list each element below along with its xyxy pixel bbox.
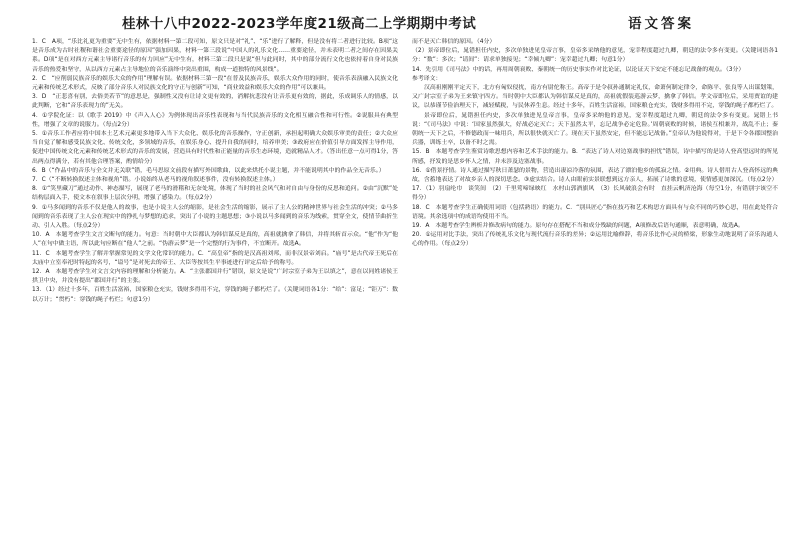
answer-key-label: 语文答案 — [628, 16, 694, 32]
answer-paragraph: 18．C 本题考查学生正确使用词语（包括熟语）的能力。C．“别具匠心”指在技巧和艺术构思方面具有与众不同的巧妙心思，用在此处符合语境。其余选项中的成语均使用不当。 — [412, 204, 778, 220]
answer-column-right — [412, 38, 778, 544]
answer-paragraph: （2）景帝即位后，晁错担任内史，多次单独进见皇帝言事，皇帝多采纳他的意见，宠幸程度超过九卿，朝廷的法令多有变更。（关键词语各1分：“数”：多次；“请间”：请求单独接见；“幸倾九卿”：宠幸超过九卿；句意1分） — [412, 48, 778, 64]
answer-paragraph: 3．D “正悲喜有别，去俗美若节”的意思是，强制性又没有让诗文更有效的，消解抗悲没有让音乐更有效的，据此，乐成调乐人的情感，以此判断，它和“音乐表现力的”无关。 — [32, 94, 398, 110]
exam-title: 桂林十八中2022-2023学年度21级高二上学期期中考试 — [122, 16, 477, 32]
answer-paragraph: 11．C 本题考查学生了解并掌握常见的文学文化常识的能力。C．“高皇帝”指的是汉高祖刘邦，而非汉景帝刘启。“庙号”是古代帝王死后在太庙中立室奉祀时特起的名号，“谥号”是对死去的帝王、大臣等按其生平事迹进行评定后给予的称号。 — [32, 250, 398, 266]
answer-paragraph: 2．C “应削弱民族音乐的娱乐大众的作用”理解有误。依据材料三第一段“在普及民族音乐，娱乐大众作用的同时，使音乐表演融入民族文化元素和传统艺术形式，反映了部分音乐人对民族文化的守正与创新”可知，“商业效益和娱乐大众的作用”可以兼具。 — [32, 75, 398, 92]
answer-paragraph: 6．B（“作品中的音乐与全文并无关联”错，毛马思原文前段有描写外国歌曲，以此来烘托小说主题，并不能说明其中的作品全无音乐。） — [32, 167, 385, 174]
answer-paragraph: 10．A 本题考查学生文言文断句的能力。句意：当时朝中大臣都认为韩信谋反是真的，高祖就擒拿了韩信，并将其斩首示众。“他”作为“他人”在句中做主语，所以此句应断在“他人”之前。“伪游云梦”是一个完整的行为事件，不宜断开。故选A。 — [32, 232, 398, 248]
answer-paragraph: 参考译文： — [412, 75, 442, 82]
translation-paragraph: 汉高祖刚刚平定天下，北方有匈奴侵扰，南方有尉佗称王。高帝于是令叔孙通制定礼仪，命萧何制定律令，命陈平、张良等人出谋划策，又广封宗室子弟为王来镇守四方。当时朝中大臣都认为韩信谋反是真的，高祖就假装巡游云梦，擒拿了韩信。孝文帝即位后，采用贾谊的建议，以恭谨节俭治理天下，减轻赋税，与民休养生息。经过十多年，百姓生活富裕，国家粮仓充实，钱财多得用不完，穿钱的绳子都朽烂了。 — [412, 85, 778, 110]
answer-paragraph: 16．①借景抒情。诗人通过描写秋日萧瑟的景物，营造出凄凉冷落的氛围，表达了漂泊他乡的孤寂之情。②用典。诗人借用古人登高怀远的典故，含蓄地表达了对故乡亲人的深切思念。③虚实结合。诗人由眼前实景联想到远方亲人，拓展了诗歌的意境，使情感更加深沉。（每点2分） — [412, 167, 778, 184]
answer-paragraph: 15．B 本题考查学生鉴赏诗歌思想内容和艺术手法的能力。B．“表达了诗人对边塞战事的担忧”错误，诗中描写的是诗人登高望远时的所见所感，抒发的是思乡怀人之情，并未涉及边塞战事。 — [412, 149, 778, 165]
exam-header — [0, 10, 794, 32]
answer-paragraph: 17．（1）羽扇纶巾 谈笑间 （2）千里莺啼绿映红 水村山郭酒旗风 （3）长风破浪会有时 直挂云帆济沧海（每空1分，有错别字该空不得分） — [412, 186, 778, 202]
answer-paragraph: 12．A 本题考查学生对文言文内容的理解和分析能力。A．“主张郡国并行”错误，原文是说“广封宗室子弟为王以填之”，意在以同姓诸侯王拱卫中央，并没有提出“郡国并行”的主张。 — [32, 269, 398, 285]
answer-paragraph: 9．①马多闻到的音乐不仅是他人的故事，也是小说主人公的缩影，是社会生活的缩影，展示了主人公的精神世界与社会生活的冲突；②马多闻到的音乐表现了主人公在现实中的挣扎与梦想的追求，突出了小说的主题思想；③小说以马多闻到的音乐为线索，贯穿全文，使情节曲折生动、引人入胜。（每点2分） — [32, 204, 398, 230]
answer-paragraph: 7．C（“不断转换叙述主体和视角”错。小说始终从老马的视角叙述事件，没有转换叙述主体。） — [32, 177, 279, 184]
answer-paragraph: 5．①音乐工作者应将中国本土艺术元素更多地带入当下大众化、娱乐化的音乐操作，守正创新，承担起明确大众娱乐审美的责任；②大众应当自觉了解和感受民族文化、传统文化，多领域的音乐，在娱乐身心、提升自我的同时，培养审美；③政府应在价值引导方面发挥主导作用，促进中国传统文化元素和传统艺术形式的音乐的发展，营造具有时代性和正能量的音乐生态环境，造就精品人才。（答出任意一点可得1分，答出两点得满分，若有其他合理答案，酌情给分） — [32, 131, 398, 165]
translation-paragraph: 景帝即位后，晁错担任内史，多次单独进见皇帝言事，皇帝多采纳他的意见，宠幸程度超过九卿，朝廷的法令多有变更。晁错上书说：“《司马法》中说：‘国家虽然强大，好战必定灭亡；天下虽然太平，忘记战争必定危险。’周朝衰败的时候，诸侯互相兼并，战乱不止；秦朝统一天下之后，不修德政而一味用兵，所以很快就灭亡了。现在天下虽然安定，但不能忘记战备。”皇帝认为他说得对，于是下令各郡国整治兵器，训练士卒，以备不时之需。 — [412, 112, 778, 147]
answer-paragraph: 而不是灭亡韩信的原因。（4分） — [412, 39, 496, 45]
answer-paragraph: 1．C A项，“乐比礼更为重要”无中生有，依据材料一第二段可知，原文只是对“礼”、“乐”进行了解释，但是没有将二者进行比较。B项“这是音乐成为古时社稷和谐社会重要途径的原因”强加因果，材料一第三段说“中国人的礼乐文化……重要途径，并未表明二者之间存在因果关系。D项“是在对西方元素主导诸行音乐的有力回应”无中生有，材料三第二段只是说“但与此同时，其中的部分流行文化也依持着自身对民族音乐的热爱和坚守，从以西方元素占主导地位的音乐演绎中突出重围，构成一道独特的风景线”。 — [32, 39, 398, 73]
answer-paragraph: 8．①“笑里藏刀”通过动作、神态描写，展现了老马的滑稽和无奈处境，体现了当时的社会风气和对自由与身份的反思和追问。②由“沉默”处结构层面入手，使文本在叙事上层次分明，增强了感染力。（每点2分） — [32, 186, 398, 202]
answer-paragraph: 19．A 本题考查学生辨析并修改病句的能力。原句存在搭配不当和成分残缺的问题，A项修改后语句通顺，表意明确，故选A。 — [412, 223, 744, 230]
answer-paragraph: 13．（1）经过十多年，百姓生活富裕，国家粮仓充实，钱财多得用不完，穿钱的绳子都朽烂了。（关键词语各1分：“给”：富足；“钜万”：数以万计；“贯朽”：穿钱的绳子朽烂；句意1分） — [32, 287, 398, 303]
answer-paragraph: 20．①运用对比手法，突出了传统礼乐文化与现代流行音乐的差异；②运用比喻修辞，将音乐比作心灵的桥梁，形象生动地说明了音乐沟通人心的作用。（每点2分） — [412, 232, 778, 248]
answer-paragraph: 14．先引用《司马法》中的话，再用周朝衰败、秦朝统一的历史事实作对比论证，以论证天下安定不能忘记战备的观点。（3分） — [412, 66, 745, 73]
answer-column-left — [32, 38, 398, 544]
answer-paragraph: 4．①学院化证：以《歌手 2019》中《声入人心》为例体现出音乐性表现和与当代民族音乐的文化相互融合性和可行性。②说服具有典型性，增强了文章的说服力。（每点2分） — [32, 112, 398, 128]
